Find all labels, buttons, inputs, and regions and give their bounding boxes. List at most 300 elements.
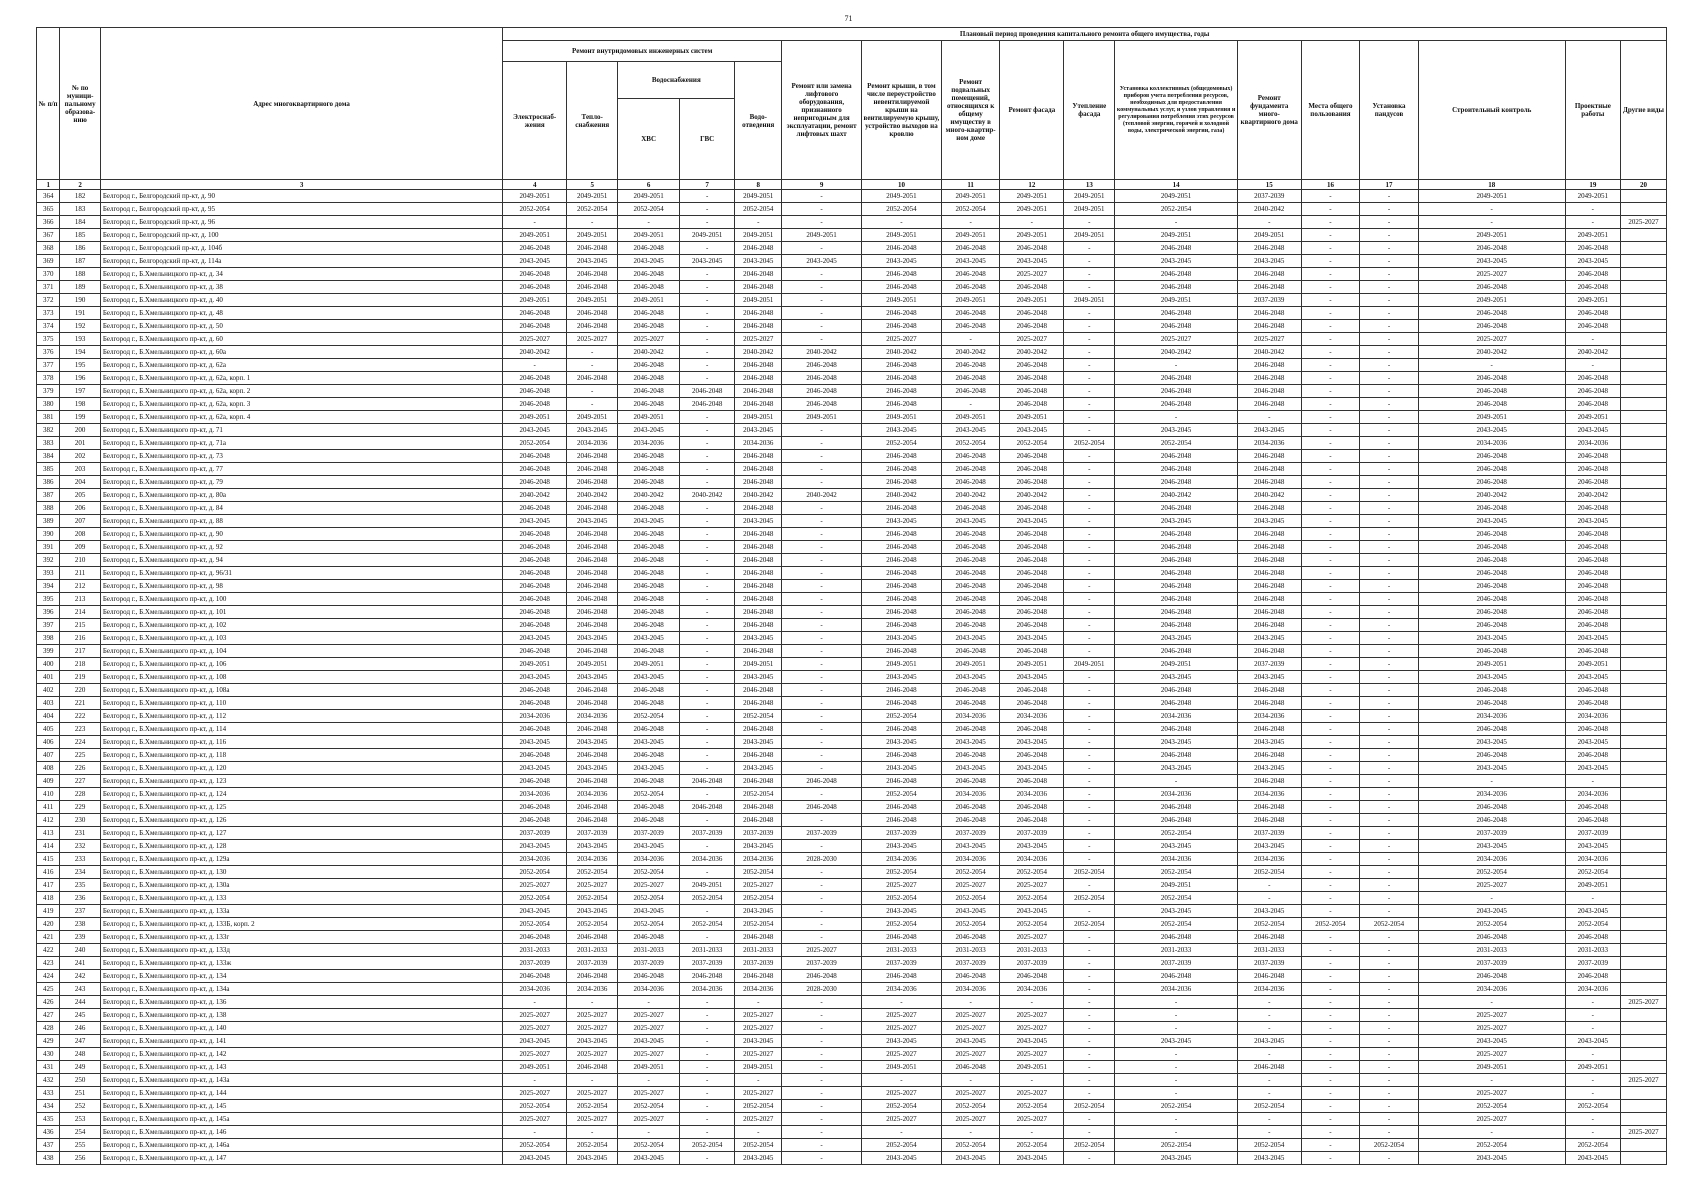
period-cell: 2046-2048 [1565,723,1620,736]
period-cell: 2034-2036 [941,983,1000,996]
period-cell: 2037-2039 [618,827,680,840]
period-cell: 2046-2048 [735,593,782,606]
period-cell: 2034-2036 [1418,788,1565,801]
period-cell: 2043-2045 [735,736,782,749]
header-ramps: Установка пандусов [1360,41,1419,180]
period-cell: - [1237,879,1301,892]
period-cell: 2046-2048 [567,463,618,476]
period-cell: - [1301,424,1360,437]
period-cell: 2043-2045 [618,515,680,528]
period-cell: 2046-2048 [618,580,680,593]
period-cell [1621,450,1667,463]
period-cell: 2046-2048 [1115,723,1237,736]
period-cell: - [735,216,782,229]
period-cell: 2046-2048 [1418,723,1565,736]
period-cell: 2043-2045 [862,1152,942,1165]
period-cell: 2046-2048 [618,970,680,983]
period-cell: - [1301,1048,1360,1061]
row-number-cell: 430 [37,1048,60,1061]
period-cell: - [1360,645,1419,658]
period-cell: 2046-2048 [618,281,680,294]
period-cell: 2043-2045 [1418,762,1565,775]
header-water: Водоснабжения [618,62,735,99]
period-cell: - [862,996,942,1009]
period-cell: 2034-2036 [679,853,734,866]
period-cell: - [1301,489,1360,502]
period-cell: - [679,1126,734,1139]
period-cell: 2046-2048 [1418,554,1565,567]
period-cell: 2052-2054 [618,1100,680,1113]
row-number-cell: 371 [37,281,60,294]
table-row [37,554,1667,567]
period-cell: 2046-2048 [618,567,680,580]
address-cell: Белгород г., Б.Хмельницкого пр-кт, д. 133Б, корп. 2 [100,918,502,931]
period-cell: 2046-2048 [1000,684,1064,697]
period-cell: 2043-2045 [1115,736,1237,749]
period-cell: 2031-2033 [862,944,942,957]
period-cell: 2046-2048 [735,450,782,463]
period-cell: 2034-2036 [567,437,618,450]
period-cell: 2052-2054 [618,918,680,931]
period-cell: 2046-2048 [1565,268,1620,281]
period-cell: 2046-2048 [782,801,862,814]
period-cell: 2046-2048 [1237,359,1301,372]
table-row [37,1113,1667,1126]
period-cell: 2049-2051 [1115,190,1237,203]
period-cell: 2046-2048 [941,372,1000,385]
period-cell: 2046-2048 [618,697,680,710]
period-cell: 2046-2048 [1237,307,1301,320]
period-cell: - [1301,190,1360,203]
period-cell: 2046-2048 [503,749,567,762]
period-cell: - [1064,463,1115,476]
period-cell: 2049-2051 [862,294,942,307]
period-cell: 2046-2048 [1418,502,1565,515]
period-cell: - [1360,502,1419,515]
period-cell: 2046-2048 [1000,463,1064,476]
period-cell: 2052-2054 [941,1139,1000,1152]
row-number-cell: 365 [37,203,60,216]
address-cell: Белгород г., Б.Хмельницкого пр-кт, д. 133д [100,944,502,957]
municipal-number-cell: 202 [60,450,100,463]
period-cell: 2049-2051 [503,229,567,242]
period-cell: 2046-2048 [1115,606,1237,619]
period-cell: 2046-2048 [567,684,618,697]
period-cell: 2046-2048 [1565,372,1620,385]
period-cell [1621,879,1667,892]
period-cell: - [1064,242,1115,255]
address-cell: Белгород г., Б.Хмельницкого пр-кт, д. 116 [100,736,502,749]
period-cell: 2046-2048 [1000,450,1064,463]
period-cell: 2025-2027 [1621,996,1667,1009]
row-number-cell: 412 [37,814,60,827]
period-cell: - [1360,281,1419,294]
period-cell [1621,853,1667,866]
period-cell: 2025-2027 [1000,268,1064,281]
period-cell: - [1301,606,1360,619]
period-cell: 2037-2039 [1565,957,1620,970]
period-cell [1621,983,1667,996]
period-cell: 2043-2045 [941,255,1000,268]
period-cell: 2049-2051 [1064,658,1115,671]
address-cell: Белгород г., Б.Хмельницкого пр-кт, д. 104 [100,645,502,658]
table-row [37,879,1667,892]
address-cell: Белгород г., Б.Хмельницкого пр-кт, д. 145а [100,1113,502,1126]
period-cell: 2046-2048 [862,242,942,255]
period-cell: - [1360,723,1419,736]
period-cell: 2025-2027 [567,333,618,346]
period-cell: - [679,723,734,736]
period-cell: 2046-2048 [735,723,782,736]
period-cell: 2043-2045 [1237,905,1301,918]
period-cell: - [1064,1113,1115,1126]
period-cell: 2049-2051 [941,229,1000,242]
period-cell: 2046-2048 [503,684,567,697]
row-number-cell: 416 [37,866,60,879]
period-cell: 2031-2033 [503,944,567,957]
period-cell: 2046-2048 [941,320,1000,333]
period-cell: 2025-2027 [567,879,618,892]
period-cell: - [1565,1022,1620,1035]
period-cell: - [1115,1087,1237,1100]
period-cell: 2025-2027 [941,1009,1000,1022]
period-cell: 2046-2048 [1418,580,1565,593]
period-cell: - [1301,320,1360,333]
municipal-number-cell: 190 [60,294,100,307]
period-cell: 2049-2051 [503,190,567,203]
period-cell: 2040-2042 [941,489,1000,502]
period-cell: - [782,749,862,762]
period-cell: - [1115,775,1237,788]
header-heat: Тепло-снабжения [567,62,618,180]
period-cell: 2052-2054 [679,918,734,931]
period-cell: 2052-2054 [1115,827,1237,840]
period-cell: - [1064,814,1115,827]
period-cell: 2046-2048 [941,359,1000,372]
period-cell [1621,1061,1667,1074]
period-cell: 2046-2048 [941,567,1000,580]
row-number-cell: 387 [37,489,60,502]
period-cell: - [782,307,862,320]
period-cell: - [1301,1074,1360,1087]
address-cell: Белгород г., Б.Хмельницкого пр-кт, д. 94 [100,554,502,567]
period-cell: - [1301,619,1360,632]
address-cell: Белгород г., Б.Хмельницкого пр-кт, д. 60 [100,333,502,346]
period-cell: 2046-2048 [503,450,567,463]
period-cell: 2025-2027 [1000,333,1064,346]
period-cell: 2025-2027 [618,879,680,892]
period-cell: - [1064,372,1115,385]
period-cell: 2046-2048 [1237,931,1301,944]
table-row [37,658,1667,671]
period-cell: - [618,996,680,1009]
period-cell: 2046-2048 [941,502,1000,515]
address-cell: Белгород г., Б.Хмельницкого пр-кт, д. 62а, корп. 1 [100,372,502,385]
address-cell: Белгород г., Б.Хмельницкого пр-кт, д. 125 [100,801,502,814]
period-cell: 2052-2054 [862,892,942,905]
period-cell [1621,840,1667,853]
period-cell: - [1064,840,1115,853]
period-cell: - [1301,866,1360,879]
row-number-cell: 397 [37,619,60,632]
period-cell [1621,697,1667,710]
period-cell: 2046-2048 [735,580,782,593]
period-cell: - [1301,1061,1360,1074]
period-cell: 2049-2051 [503,294,567,307]
period-cell: 2025-2027 [735,1048,782,1061]
row-number-cell: 421 [37,931,60,944]
period-cell: 2052-2054 [1064,1139,1115,1152]
period-cell: 2043-2045 [1565,736,1620,749]
period-cell: - [782,1139,862,1152]
period-cell: 2046-2048 [1418,814,1565,827]
row-number-cell: 382 [37,424,60,437]
period-cell: 2046-2048 [862,645,942,658]
period-cell [1621,970,1667,983]
period-cell: - [782,567,862,580]
period-cell: - [1360,554,1419,567]
period-cell: - [1565,1048,1620,1061]
municipal-number-cell: 242 [60,970,100,983]
period-cell: - [679,632,734,645]
municipal-number-cell: 252 [60,1100,100,1113]
period-cell: 2046-2048 [941,528,1000,541]
period-cell: 2046-2048 [735,281,782,294]
period-cell: 2043-2045 [567,905,618,918]
period-cell: 2046-2048 [567,554,618,567]
period-cell: 2043-2045 [567,632,618,645]
period-cell: 2046-2048 [1418,528,1565,541]
period-cell: 2046-2048 [1115,385,1237,398]
table-row [37,294,1667,307]
period-cell: 2049-2051 [1115,658,1237,671]
period-cell: - [1360,762,1419,775]
period-cell: 2046-2048 [862,268,942,281]
period-cell: 2052-2054 [1360,1139,1419,1152]
address-cell: Белгород г., Б.Хмельницкого пр-кт, д. 40 [100,294,502,307]
period-cell: - [1301,229,1360,242]
period-cell: - [1237,996,1301,1009]
table-row [37,255,1667,268]
period-cell: - [679,1113,734,1126]
table-row [37,671,1667,684]
period-cell: - [1360,437,1419,450]
period-cell: 2025-2027 [1418,1048,1565,1061]
period-cell: 2046-2048 [1237,580,1301,593]
period-cell: - [1360,229,1419,242]
period-cell: 2043-2045 [735,632,782,645]
period-cell: - [782,684,862,697]
period-cell: 2043-2045 [862,905,942,918]
period-cell: 2046-2048 [1565,749,1620,762]
municipal-number-cell: 256 [60,1152,100,1165]
period-cell: 2052-2054 [735,1139,782,1152]
period-cell [1621,437,1667,450]
period-cell: - [1064,281,1115,294]
period-cell: - [567,385,618,398]
table-row [37,229,1667,242]
period-cell: 2043-2045 [1000,762,1064,775]
row-number-cell: 417 [37,879,60,892]
period-cell: 2052-2054 [862,1139,942,1152]
municipal-number-cell: 183 [60,203,100,216]
period-cell: 2034-2036 [862,983,942,996]
period-cell: - [1301,554,1360,567]
row-number-cell: 395 [37,593,60,606]
period-cell: - [782,580,862,593]
period-cell: 2052-2054 [941,437,1000,450]
period-cell: - [679,736,734,749]
period-cell: - [1237,1126,1301,1139]
period-cell: - [782,931,862,944]
address-cell: Белгород г., Б.Хмельницкого пр-кт, д. 146 [100,1126,502,1139]
period-cell: 2037-2039 [1000,957,1064,970]
period-cell: - [782,1126,862,1139]
table-row [37,203,1667,216]
period-cell: 2046-2048 [1237,814,1301,827]
period-cell: 2046-2048 [567,619,618,632]
row-number-cell: 423 [37,957,60,970]
period-cell: 2049-2051 [1418,294,1565,307]
period-cell: 2046-2048 [618,749,680,762]
period-cell [1621,1035,1667,1048]
period-cell: 2043-2045 [941,424,1000,437]
period-cell: 2052-2054 [1237,918,1301,931]
header-foundation: Ремонт фундамента много-квартирного дома [1237,41,1301,180]
period-cell: 2049-2051 [1000,229,1064,242]
period-cell: 2046-2048 [618,684,680,697]
address-cell: Белгород г., Б.Хмельницкого пр-кт, д. 108а [100,684,502,697]
period-cell: 2025-2027 [782,944,862,957]
table-row [37,1100,1667,1113]
period-cell: 2025-2027 [618,1022,680,1035]
table-row [37,684,1667,697]
period-cell: - [679,1009,734,1022]
period-cell: 2046-2048 [735,463,782,476]
period-cell: 2049-2051 [503,411,567,424]
period-cell: 2043-2045 [1565,1035,1620,1048]
period-cell [1621,1087,1667,1100]
row-number-cell: 398 [37,632,60,645]
period-cell: - [782,619,862,632]
period-cell: 2046-2048 [1237,450,1301,463]
address-cell: Белгород г., Б.Хмельницкого пр-кт, д. 102 [100,619,502,632]
municipal-number-cell: 217 [60,645,100,658]
period-cell: 2046-2048 [1237,697,1301,710]
header-construction-control: Строительный контроль [1418,41,1565,180]
period-cell: - [1360,1061,1419,1074]
address-cell: Белгород г., Б.Хмельницкого пр-кт, д. 126 [100,814,502,827]
period-cell: - [679,359,734,372]
period-cell: - [1301,359,1360,372]
period-cell: - [1301,463,1360,476]
period-cell: - [1301,996,1360,1009]
period-cell: 2046-2048 [1418,970,1565,983]
address-cell: Белгород г., Б.Хмельницкого пр-кт, д. 108 [100,671,502,684]
period-cell: - [735,996,782,1009]
period-cell: 2043-2045 [618,632,680,645]
period-cell: - [679,424,734,437]
period-cell: - [618,216,680,229]
municipal-number-cell: 201 [60,437,100,450]
period-cell: - [782,996,862,1009]
header-cold-water: ХВС [618,99,680,180]
period-cell: 2043-2045 [941,905,1000,918]
period-cell: 2025-2027 [618,1087,680,1100]
row-number-cell: 394 [37,580,60,593]
period-cell: - [1301,671,1360,684]
period-cell: 2046-2048 [679,398,734,411]
period-cell: 2046-2048 [567,723,618,736]
period-cell: - [1301,970,1360,983]
period-cell: - [1360,1048,1419,1061]
table-row [37,424,1667,437]
period-cell: - [1301,255,1360,268]
period-cell: 2046-2048 [503,645,567,658]
period-cell: 2037-2039 [679,957,734,970]
period-cell: - [862,1126,942,1139]
period-cell: 2025-2027 [941,879,1000,892]
period-cell: 2046-2048 [618,359,680,372]
municipal-number-cell: 238 [60,918,100,931]
period-cell: - [1360,190,1419,203]
period-cell: 2052-2054 [735,710,782,723]
period-cell: 2049-2051 [618,658,680,671]
period-cell: 2046-2048 [618,502,680,515]
column-number: 15 [1237,180,1301,190]
period-cell: 2046-2048 [1418,697,1565,710]
period-cell: 2043-2045 [735,671,782,684]
period-cell [1621,736,1667,749]
address-cell: Белгород г., Б.Хмельницкого пр-кт, д. 98 [100,580,502,593]
header-hot-water: ГВС [679,99,734,180]
period-cell: - [782,216,862,229]
period-cell: 2043-2045 [1237,255,1301,268]
period-cell: 2046-2048 [1237,502,1301,515]
period-cell: - [679,645,734,658]
period-cell: 2043-2045 [735,255,782,268]
period-cell: 2031-2033 [735,944,782,957]
address-cell: Белгород г., Б.Хмельницкого пр-кт, д. 134 [100,970,502,983]
municipal-number-cell: 244 [60,996,100,1009]
period-cell: 2046-2048 [1000,775,1064,788]
period-cell: 2034-2036 [1115,983,1237,996]
table-header [37,28,1667,190]
period-cell: 2049-2051 [862,658,942,671]
table-row [37,320,1667,333]
period-cell: - [1360,697,1419,710]
period-cell: - [1301,710,1360,723]
period-cell: 2046-2048 [1237,528,1301,541]
period-cell: 2046-2048 [503,528,567,541]
header-period: Плановый период проведения капитального ремонта общего имущества, годы [503,28,1667,41]
period-cell [1621,307,1667,320]
period-cell: - [1064,1087,1115,1100]
address-cell: Белгород г., Б.Хмельницкого пр-кт, д. 62а, корп. 3 [100,398,502,411]
period-cell: - [1115,359,1237,372]
period-cell: - [1360,905,1419,918]
period-cell: 2049-2051 [862,190,942,203]
table-row [37,528,1667,541]
period-cell: 2046-2048 [1237,554,1301,567]
row-number-cell: 381 [37,411,60,424]
period-cell: 2043-2045 [1000,840,1064,853]
period-cell [1621,281,1667,294]
period-cell: 2049-2051 [735,411,782,424]
period-cell: 2049-2051 [1115,229,1237,242]
period-cell: 2025-2027 [618,333,680,346]
period-cell: 2034-2036 [567,788,618,801]
